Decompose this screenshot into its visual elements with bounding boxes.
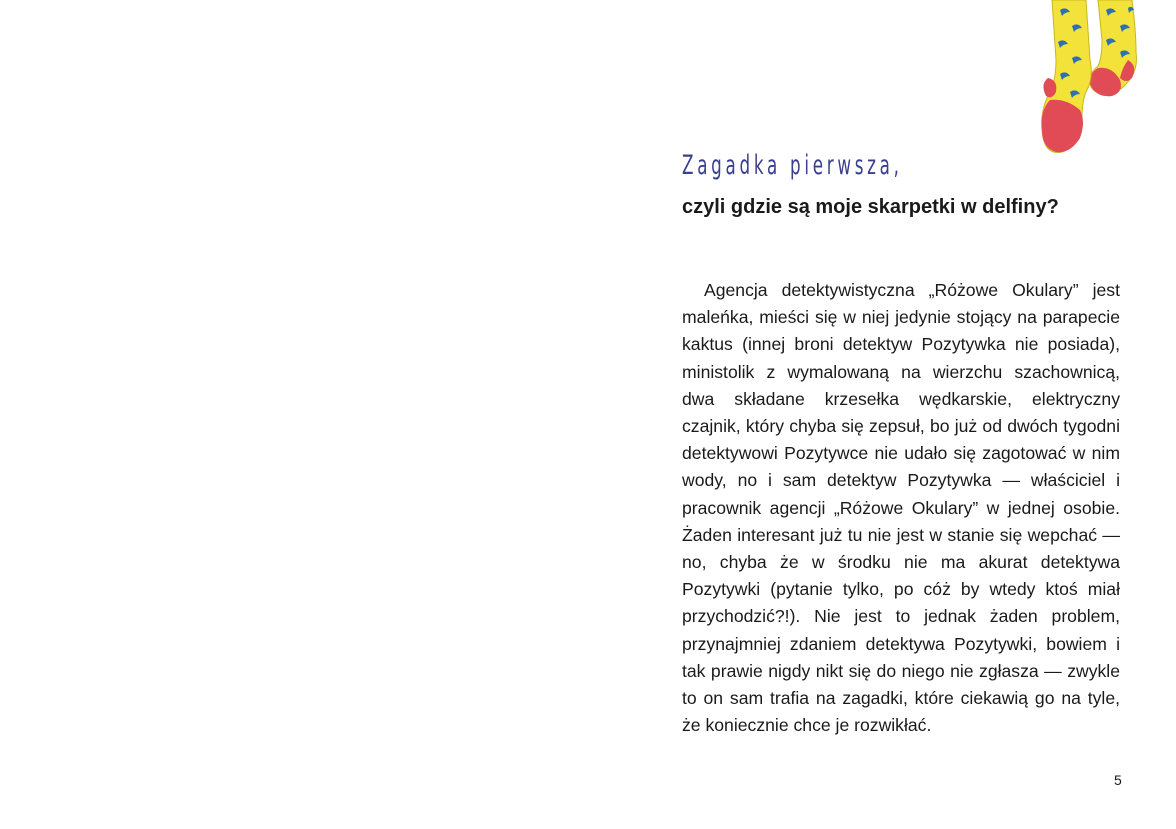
page-number: 5: [1114, 772, 1122, 788]
sock-left-icon: [1042, 0, 1092, 153]
sock-right-icon: [1090, 0, 1137, 96]
body-paragraph: Agencja detektywistyczna „Różowe Okulary” jest maleńka, mieści się w niej jedynie stojący na parapecie kaktus (innej broni detektyw Pozytywka nie posiada), ministolik z wymalowaną na wierzchu szachownicą, dwa składane krzesełka wędkarskie, elektryczny czajnik, który chyba się zepsuł, bo już od dwóch tygodni detektywowi Pozytywce nie udało się zagotować w nim wody, no i sam detektyw Pozytywka — właściciel i pracownik agencji „Różowe Okulary” w jednej osobie. Żaden interesant już tu nie jest w stanie się wepchać — no, chyba że w środku nie ma akurat detektywa Pozytywki (pytanie tylko, po cóż by wtedy ktoś miał przychodzić?!). Nie jest to jednak żaden problem, przynajmniej zdaniem detektywa Pozytywki, bowiem i tak prawie nigdy nikt się do niego nie zgłasza — zwykle to on sam trafia na zagadki, które ciekawią go na tyle, że koniecznie chce je rozwikłać.: [682, 280, 1120, 736]
chapter-title: Zagadka pierwsza,: [682, 150, 903, 181]
socks-with-dolphins-illustration: [1036, 0, 1146, 160]
chapter-subtitle: czyli gdzie są moje skarpetki w delfiny?: [682, 196, 1059, 218]
